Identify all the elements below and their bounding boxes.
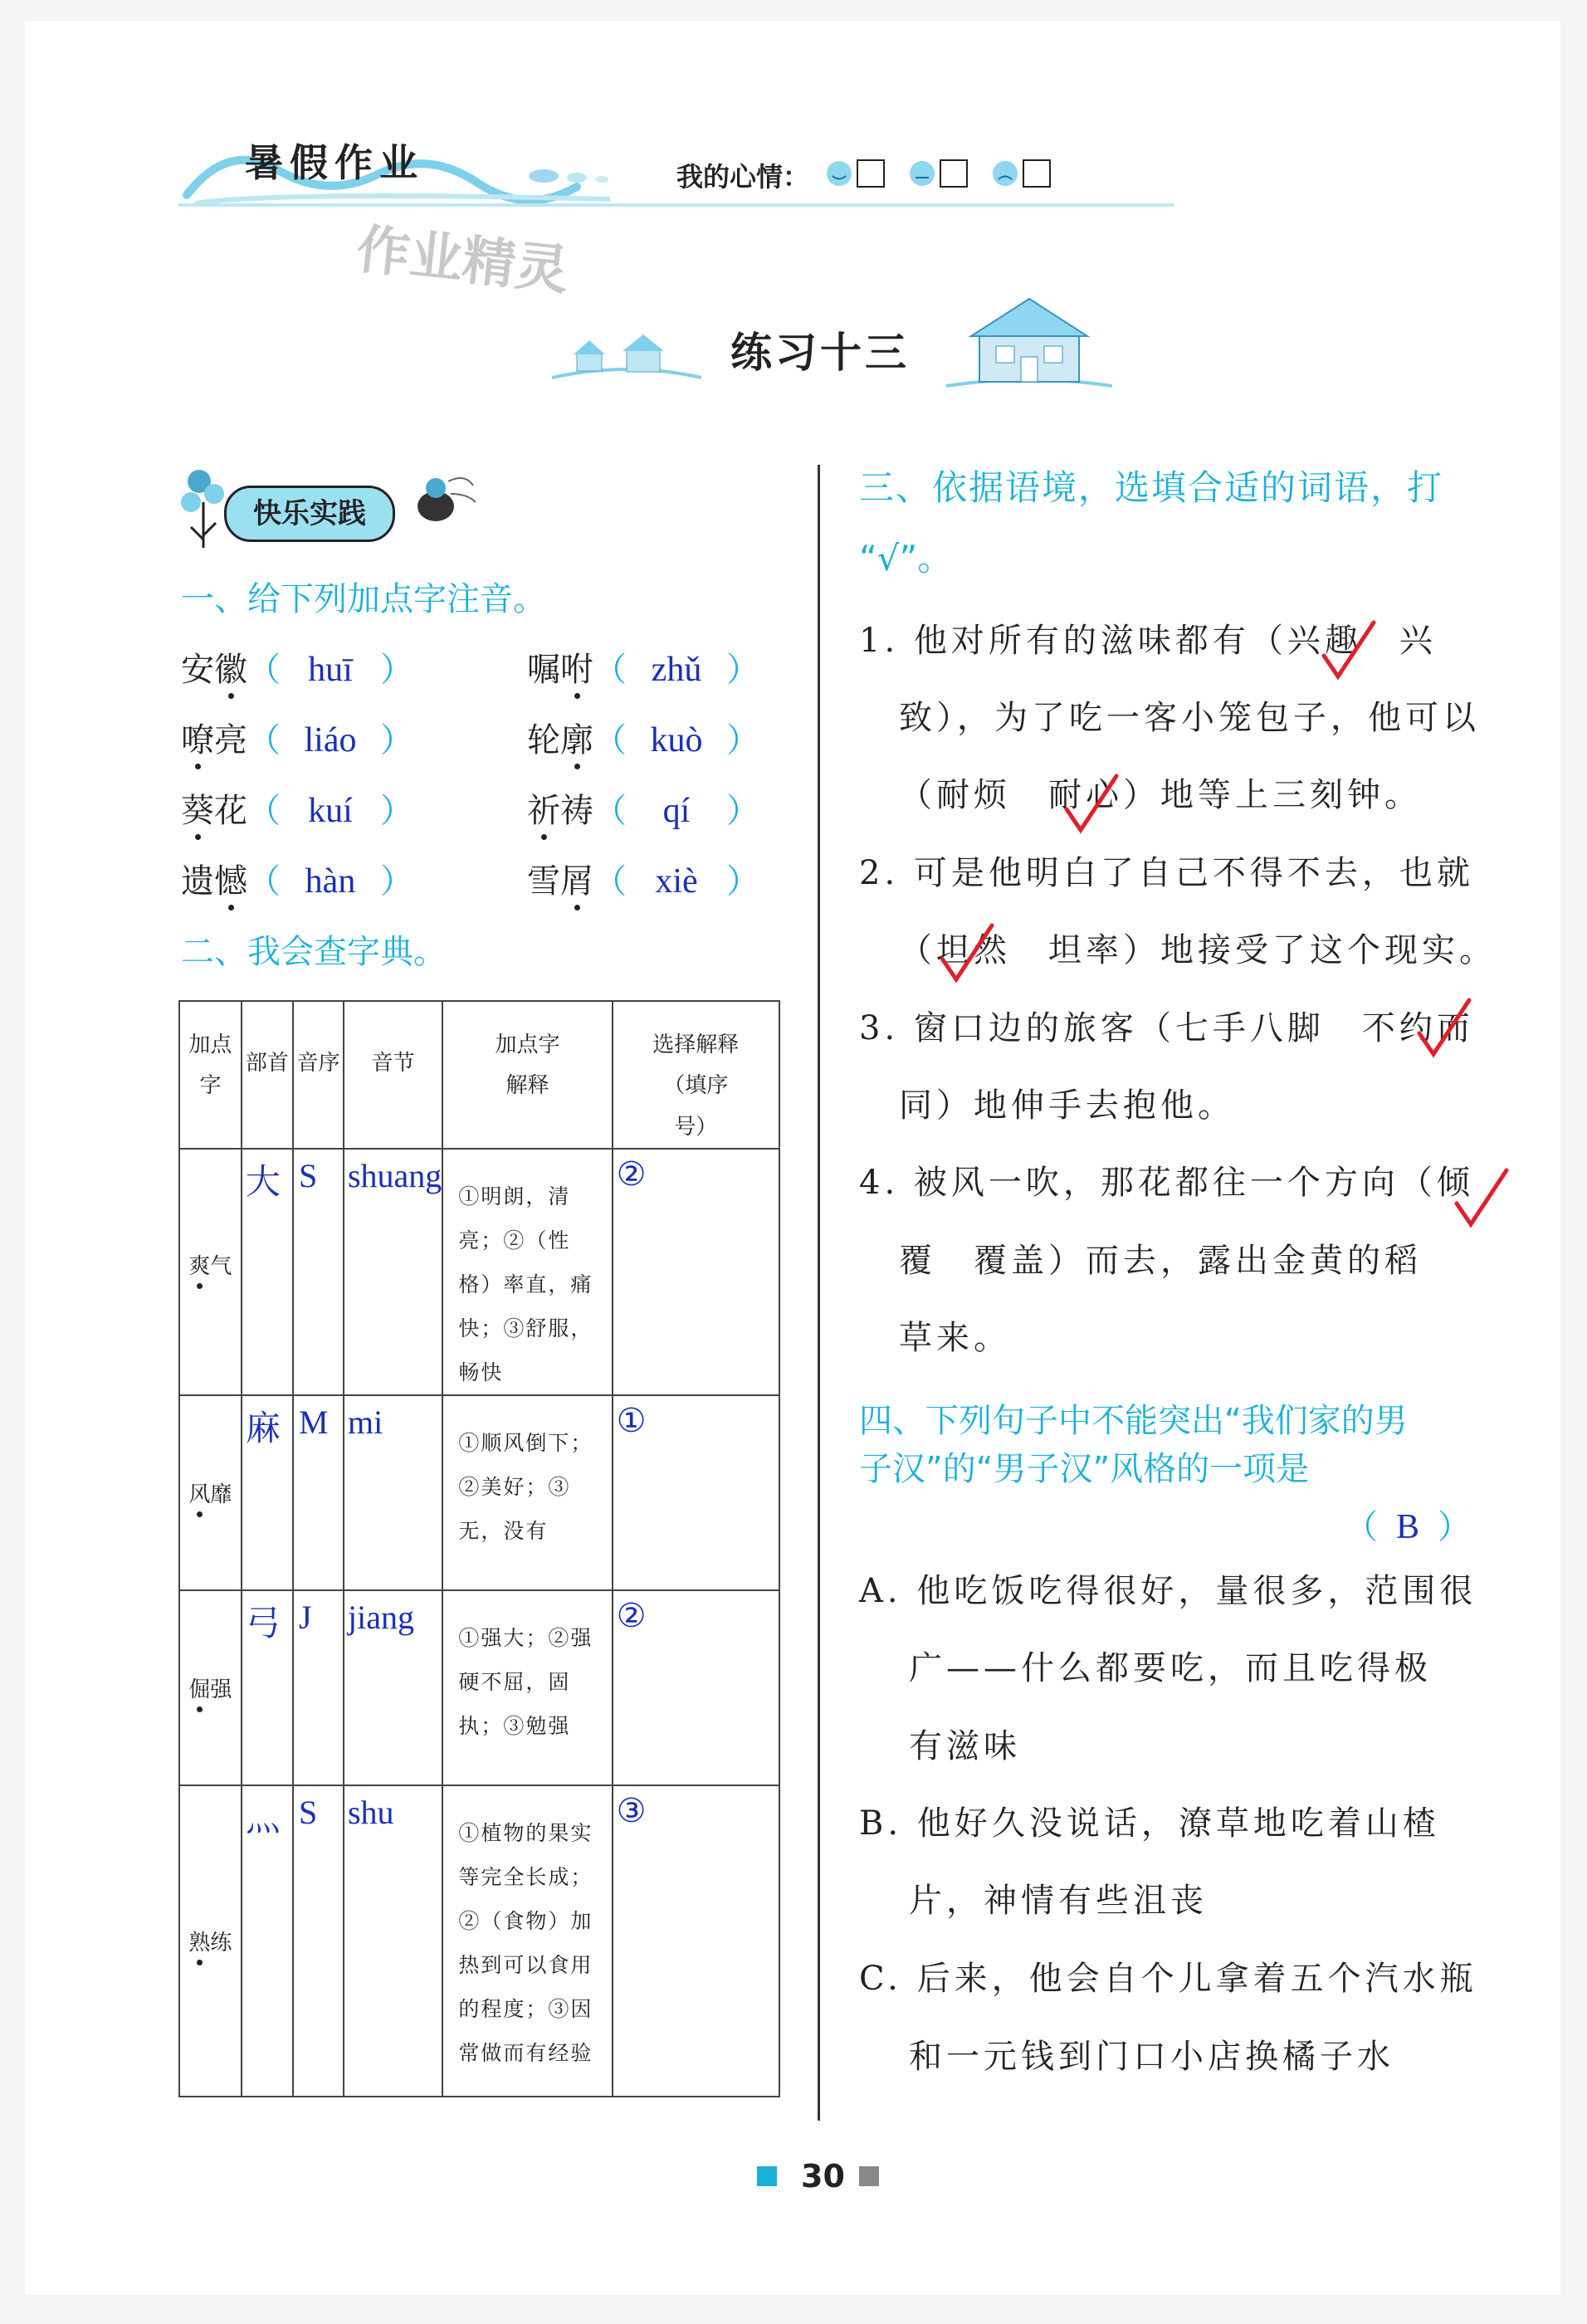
q4-line: A. 他吃饭吃得很好，量很多，范围很 bbox=[859, 1572, 1477, 1610]
dictionary-table bbox=[178, 1000, 780, 2097]
page-number: 30 bbox=[801, 2158, 845, 2195]
table-header-cell: 部首 bbox=[242, 1001, 293, 1149]
table-cell-bushou: 灬 bbox=[242, 1785, 293, 2097]
header-underline bbox=[178, 203, 1174, 207]
logo-text: 暑假作业 bbox=[245, 140, 424, 185]
q1-word: 嘹亮 bbox=[181, 721, 247, 759]
q1-item: 祈祷（ qí ） bbox=[527, 792, 759, 830]
table-header-cell: 音节 bbox=[344, 1001, 442, 1149]
table-cell-choice: ① bbox=[613, 1395, 779, 1590]
q1-word: 葵花 bbox=[181, 792, 247, 830]
q4-line: 和一元钱到门口小店换橘子水 bbox=[909, 2038, 1394, 2076]
q3-line: （坦然 坦率）地接受了这个现实。 bbox=[899, 931, 1497, 969]
q1-word: 遗憾 bbox=[181, 862, 247, 901]
q3-heading-line1: 三、依据语境，选填合适的词语，打 bbox=[859, 467, 1444, 508]
table-header-cell: 选择解释（填序号） bbox=[613, 1001, 779, 1149]
check-mark-icon bbox=[1415, 996, 1473, 1062]
bird-icon bbox=[403, 465, 477, 531]
table-header-cell: 加点字解释 bbox=[442, 1001, 612, 1149]
table-cell-choice: ② bbox=[613, 1590, 779, 1785]
check-mark-icon bbox=[1320, 618, 1378, 685]
q1-item: 遗憾（ hàn ） bbox=[181, 862, 413, 901]
q3-line: 草来。 bbox=[899, 1319, 1011, 1357]
table-cell-yinxu: M bbox=[293, 1395, 344, 1590]
table-row bbox=[179, 1395, 779, 1590]
q1-answer: kuò bbox=[650, 721, 703, 759]
village-icon bbox=[552, 328, 701, 386]
sad-face-icon[interactable] bbox=[988, 156, 1023, 191]
table-cell-yinjie: shu bbox=[344, 1785, 442, 2097]
column-divider bbox=[818, 465, 820, 2121]
table-cell-word: 爽气 bbox=[179, 1149, 242, 1395]
q1-word: 轮廓 bbox=[527, 721, 593, 759]
table-cell-explain: ①植物的果实等完全长成；②（食物）加热到可以食用的程度；③因常做而有经验 bbox=[442, 1785, 612, 2097]
q4-line: 广——什么都要吃，而且吃得极 bbox=[909, 1649, 1432, 1687]
table-cell-yinjie: shuang bbox=[344, 1149, 442, 1395]
section-badge bbox=[224, 486, 395, 542]
q1-word: 祈祷 bbox=[527, 792, 593, 830]
q3-line: 2. 可是他明白了自己不得不去，也就 bbox=[859, 854, 1474, 892]
q4-line: B. 他好久没说话，潦草地吃着山楂 bbox=[859, 1804, 1440, 1843]
q4-answer-value: B bbox=[1396, 1508, 1420, 1546]
q3-line: （耐烦 耐心）地等上三刻钟。 bbox=[899, 776, 1422, 814]
q1-answer: zhǔ bbox=[651, 651, 702, 689]
q3-line: 1. 他对所有的滋味都有（兴趣 兴 bbox=[859, 622, 1437, 660]
section-badge-label: 快乐实践 bbox=[253, 497, 366, 530]
check-mark-icon bbox=[1062, 772, 1121, 838]
table-cell-word: 熟练 bbox=[179, 1785, 242, 2097]
table-cell-bushou: 大 bbox=[242, 1149, 293, 1395]
q1-answer: kuí bbox=[308, 792, 353, 830]
q1-item: 轮廓（ kuò ） bbox=[527, 721, 759, 759]
page-number-marker-right bbox=[859, 2166, 879, 2186]
q3-line: 致），为了吃一客小笼包子，他可以 bbox=[899, 699, 1480, 737]
q1-word: 安徽 bbox=[181, 651, 247, 689]
flower-icon bbox=[174, 461, 232, 552]
mood-box-3[interactable] bbox=[1023, 159, 1051, 188]
q1-answer: huī bbox=[308, 651, 353, 689]
q1-answer: xiè bbox=[655, 862, 698, 901]
watermark: 作业精灵 bbox=[354, 218, 572, 303]
q1-word: 雪屑 bbox=[527, 862, 593, 901]
q3-line: 3. 窗口边的旅客（七手八脚 不约而 bbox=[859, 1009, 1474, 1047]
q1-answer: qí bbox=[662, 792, 691, 830]
q4-answer-open: （ bbox=[1345, 1508, 1378, 1546]
neutral-face-icon[interactable] bbox=[905, 156, 940, 191]
mood-box-1[interactable] bbox=[857, 159, 885, 188]
q1-word: 嘱咐 bbox=[527, 651, 593, 689]
mood-label: 我的心情： bbox=[676, 161, 810, 193]
q1-item: 葵花（ kuí ） bbox=[181, 792, 413, 830]
q4-answer-close: ） bbox=[1438, 1508, 1472, 1546]
q2-heading: 二、我会查字典。 bbox=[181, 933, 447, 971]
check-mark-icon bbox=[938, 921, 996, 988]
table-cell-word: 风靡 bbox=[179, 1395, 242, 1590]
table-cell-bushou: 麻 bbox=[242, 1395, 293, 1590]
q3-line: 覆 覆盖）而去，露出金黄的稻 bbox=[899, 1242, 1422, 1280]
q4-line: 片，神情有些沮丧 bbox=[909, 1882, 1208, 1920]
q1-answer: hàn bbox=[305, 862, 356, 901]
page-title: 练习十三 bbox=[730, 329, 910, 377]
q4-answer bbox=[1345, 1501, 1471, 1548]
q1-item: 安徽（ huī ） bbox=[181, 651, 413, 689]
page-number-marker-left bbox=[757, 2166, 777, 2186]
table-cell-yinxu: S bbox=[293, 1785, 344, 2097]
table-cell-explain: ①强大；②强硬不屈，固执；③勉强 bbox=[442, 1590, 612, 1785]
q3-heading-line2: “√”。 bbox=[859, 538, 953, 579]
q3-line: 同）地伸手去抱他。 bbox=[899, 1086, 1235, 1125]
table-header-row bbox=[179, 1001, 779, 1149]
q4-line: 有滋味 bbox=[909, 1727, 1021, 1765]
q1-item: 嘹亮（ liáo ） bbox=[181, 721, 413, 759]
q4-line: C. 后来，他会自个儿拿着五个汽水瓶 bbox=[859, 1960, 1477, 1998]
smile-face-icon[interactable] bbox=[822, 156, 857, 191]
q1-item: 嘱咐（ zhǔ ） bbox=[527, 651, 759, 689]
mood-box-2[interactable] bbox=[940, 159, 968, 188]
table-cell-bushou: 弓 bbox=[242, 1590, 293, 1785]
table-cell-yinjie: mi bbox=[344, 1395, 442, 1590]
table-cell-choice: ③ bbox=[613, 1785, 779, 2097]
table-row bbox=[179, 1590, 779, 1785]
q3-line: 4. 被风一吹，那花都往一个方向（倾 bbox=[859, 1164, 1474, 1202]
mood-faces bbox=[822, 156, 1071, 193]
table-header-cell: 加点字 bbox=[179, 1001, 242, 1149]
table-row bbox=[179, 1149, 779, 1395]
check-mark-icon bbox=[1453, 1166, 1511, 1233]
table-cell-choice: ② bbox=[613, 1149, 779, 1395]
table-cell-yinxu: S bbox=[293, 1149, 344, 1395]
q4-heading-line2: 子汉”的“男子汉”风格的一项是 bbox=[859, 1450, 1310, 1488]
table-cell-explain: ①顺风倒下；②美好；③无，没有 bbox=[442, 1395, 612, 1590]
q1-heading: 一、给下列加点字注音。 bbox=[181, 580, 546, 618]
house-icon bbox=[946, 295, 1112, 394]
table-cell-explain: ①明朗，清亮；②（性格）率直，痛快；③舒服，畅快 bbox=[442, 1149, 612, 1395]
table-cell-word: 倔强 bbox=[179, 1590, 242, 1785]
table-cell-yinjie: jiang bbox=[344, 1590, 442, 1785]
table-cell-yinxu: J bbox=[293, 1590, 344, 1785]
q1-item: 雪屑（ xiè ） bbox=[527, 862, 759, 901]
q4-heading-line1: 四、下列句子中不能突出“我们家的男 bbox=[859, 1402, 1408, 1440]
table-header-cell: 音序 bbox=[293, 1001, 344, 1149]
q1-answer: liáo bbox=[304, 721, 357, 759]
table-row bbox=[179, 1785, 779, 2097]
